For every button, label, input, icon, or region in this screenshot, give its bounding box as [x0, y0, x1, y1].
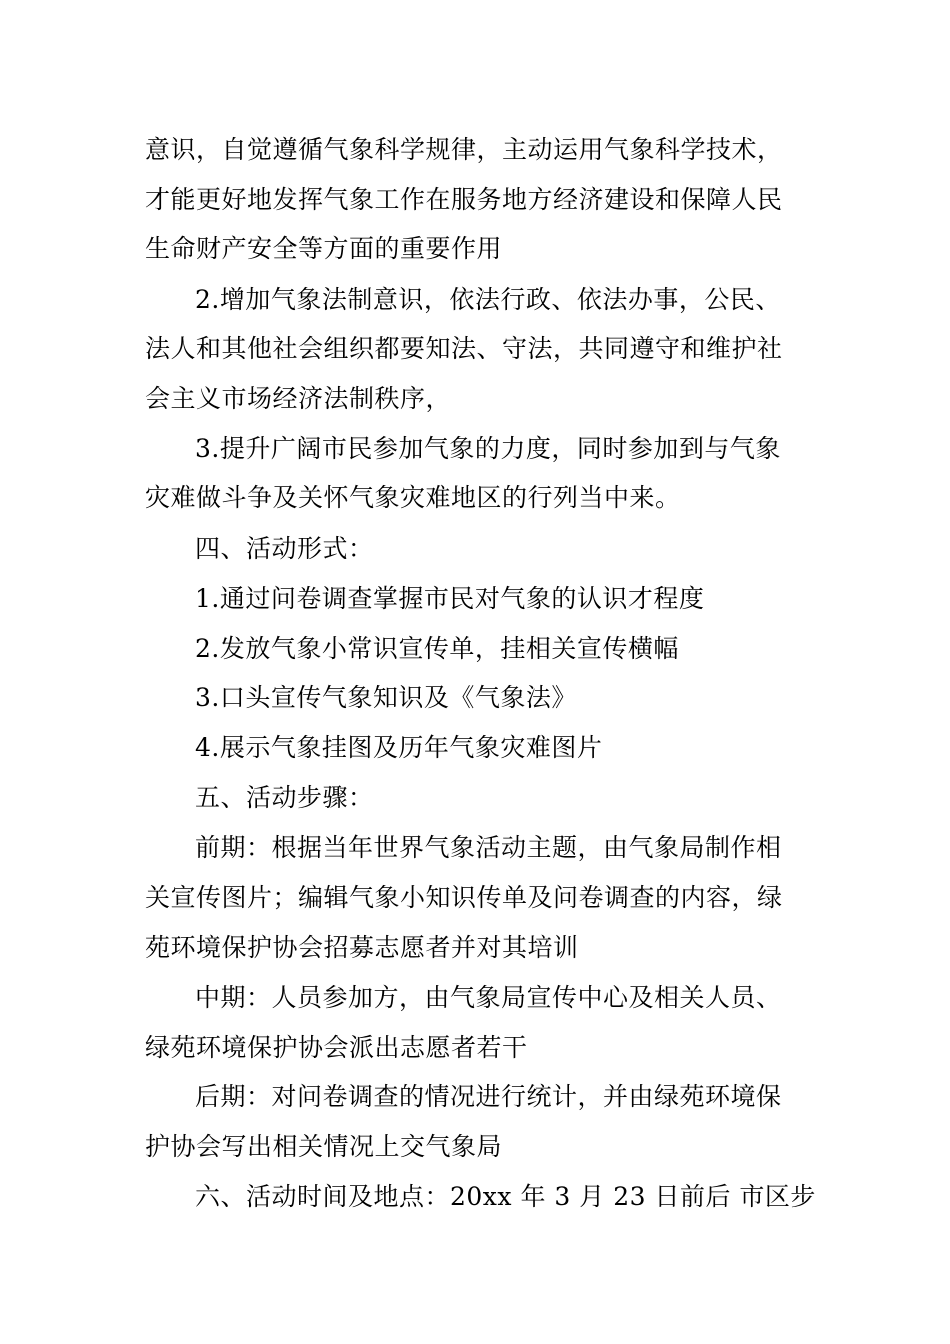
text-line: 中期：人员参加方，由气象局宣传中心及相关人员、 — [195, 983, 782, 1012]
text-line: 关宣传图片；编辑气象小知识传单及问卷调查的内容，绿 — [145, 883, 783, 912]
text-line: 生命财产安全等方面的重要作用 — [145, 234, 503, 263]
text-line: 苑环境保护协会招募志愿者并对其培训 — [145, 933, 579, 962]
text-line: 2.增加气象法制意识，依法行政、依法办事，公民、 — [195, 285, 781, 314]
text-line: 绿苑环境保护协会派出志愿者若干 — [145, 1033, 528, 1062]
text-line: 会主义市场经济法制秩序， — [145, 384, 452, 413]
text-line: 前期：根据当年世界气象活动主题，由气象局制作相 — [195, 833, 782, 862]
text-line: 3.提升广阔市民参加气象的力度，同时参加到与气象 — [195, 434, 781, 463]
text-line: 才能更好地发挥气象工作在服务地方经济建设和保障人民 — [145, 185, 783, 214]
section-heading: 四、活动形式： — [195, 534, 374, 563]
list-item: 1.通过问卷调查掌握市民对气象的认识才程度 — [195, 584, 705, 613]
text-line: 法人和其他社会组织都要知法、守法，共同遵守和维护社 — [145, 334, 783, 363]
text-line: 六、活动时间及地点：20xx 年 3 月 23 日前后 市区步 — [195, 1182, 816, 1211]
text-line: 护协会写出相关情况上交气象局 — [145, 1132, 503, 1161]
text-line: 灾难做斗争及关怀气象灾难地区的行列当中来。 — [145, 483, 681, 512]
list-item: 3.口头宣传气象知识及《气象法》 — [195, 683, 577, 712]
list-item: 2.发放气象小常识宣传单，挂相关宣传横幅 — [195, 634, 679, 663]
list-item: 4.展示气象挂图及历年气象灾难图片 — [195, 733, 603, 762]
text-line: 后期：对问卷调查的情况进行统计，并由绿苑环境保 — [195, 1082, 782, 1111]
section-heading: 五、活动步骤： — [195, 783, 374, 812]
text-line: 意识，自觉遵循气象科学规律，主动运用气象科学技术， — [145, 135, 783, 164]
